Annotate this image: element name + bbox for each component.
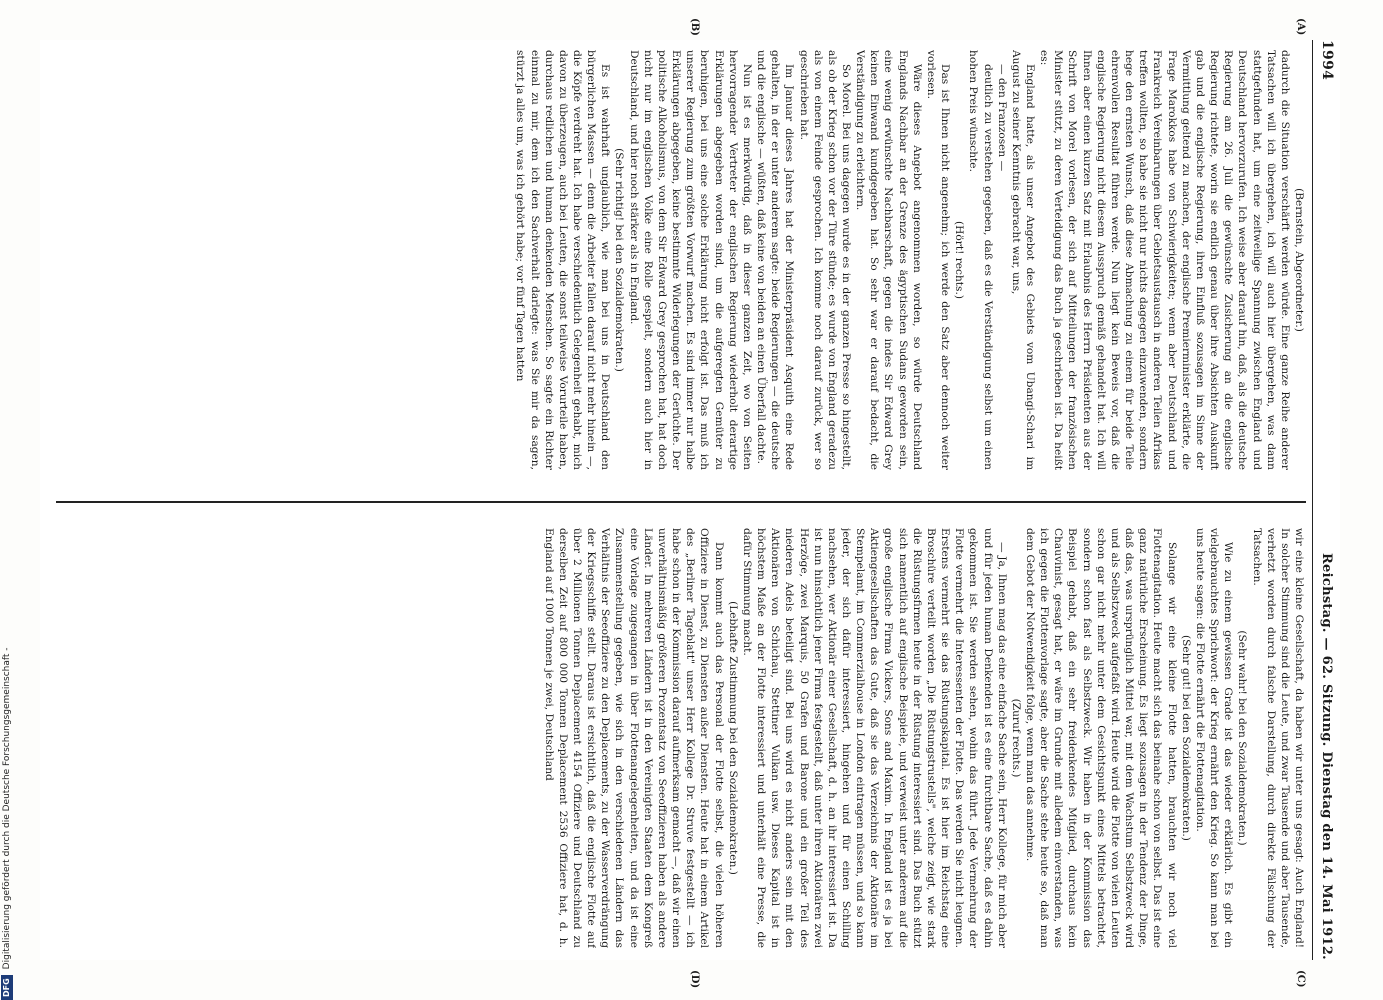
margin-marker-b: (B) [689, 18, 700, 36]
dfg-logo-icon: DFG [1, 975, 13, 1000]
digitization-footer [0, 0, 14, 1000]
quote: England hatte, als unser Angebot des Gebiets vom Ubangi-Schari im August zu seiner Kenntnis gebracht war, uns, [1009, 50, 1037, 470]
paragraph: — Ja, Ihnen mag das eine einfache Sache sein, Herr Kollege, für mich aber und für jeden human Denkenden ist es eine furchtbare Sache, daß es dahin gekommen ist. Sie werden sehen, wohin das führt. Jede Vermehrung der Flotte vermehrt die Interessenten der Flotte. Das werden Sie nicht leugnen. Erstens vermehrt sie das Rüstungskapital. Es ist hier im Reichstag eine Broschüre verteilt worden „Die Rüstungstrustells", welche zeigt, wie stark die Rüstungsfirmen heute in der Rüstung interessiert sind. Das Buch stützt sich namentlich auf englische Beispiele, und verweist unter anderem auf die große englische Firma Vickers, Sons and Maxim. In England ist es ja bei Aktiengesellschaften das Gute, daß sie das Verzeichnis der Aktionäre im Stempelamt, im Commerzialhouse in London eintragen müssen, und so kann jeder, der sich dafür interessiert, hingehen und für einen Schilling nachsehen, wer Aktionär einer Gesellschaft, d. h. an ihr interessiert ist. Da ist nun hinsichtlich jener Firma festgestellt, daß unter ihren Aktionären zwei Herzöge, zwei Marquis, 50 Grafen und Barone und ein großer Teil des niederen Adels beteiligt sind. Bei uns wird es nicht anders sein mit den Aktionären von Schichau, Stettiner Vulkan usw. Dieses Kapital ist in höchstem Maße an der Flotte interessiert und unterhält eine Presse, die dafür Stimmung macht. [740, 528, 1008, 948]
paragraph: Nun ist es merkwürdig, daß in dieser ganzen Zeit, wo von Seiten hervorragender Vertreter der englischen Regierung wiederholt derartige Erklärungen abgegeben worden sind, um die aufgeregten Gemüter zu beruhigen, bei uns eine solche Erklärung nicht erfolgt ist. Das muß ich unserer Regierung zum größten Vorwurf machen. Es sind immer nur halbe Erklärungen abgegeben, keine bestimmte Widerlegungen der Gerüchte. Der politische Alkoholismus, von dem Sir Edward Grey gesprochen hat, hat doch nicht nur im englischen Volke eine Rolle gespielt, sondern auch hier in Deutschland, und hier noch stärker als in England. [627, 50, 753, 470]
paragraph: Das ist Ihnen nicht angenehm; ich werde den Satz aber dennoch weiter vorlesen. [924, 50, 952, 470]
left-column [56, 50, 1306, 470]
quote-aside: — den Franzosen — [995, 64, 1008, 172]
paragraph: Es ist wahrhaft unglaublich, wie man bei uns in Deutschland den bürgerlichen Massen — denn die Arbeiter fallen darauf nicht mehr hinein —, die Köpfe verdreht hat. Ich habe verschiedentlich Gelegenheit gehabt, mich davon zu überzeugen, auch bei Leuten, die sonst teilweise Vorurteile haben, durchaus redlichen und human denkenden Menschen. So sagte ein Richter einmal zu mir, dem ich den Sachverhalt darlegte: was Sie mir da sagen, stürzt ja alles um, was ich gehört habe; vor fünf Tagen hatten [514, 50, 612, 470]
interjection: (Lebhafte Zustimmung bei den Sozialdemokraten.) [726, 601, 739, 875]
right-column [56, 528, 1306, 948]
margin-marker-a: (A) [1295, 18, 1306, 36]
interjection: (Sehr gut! bei den Sozialdemokraten.) [1179, 635, 1192, 841]
column-divider [56, 501, 1306, 503]
paragraph: Dann kommt auch das Personal der Flotte selbst, die vielen höheren Offiziere in Dienst, zu Diensten außer Diensten. Heute hat in einem Artikel des „Berliner Tageblatt" unser Herr Kollege Dr. Struve festgestellt — ich habe schon in der Kommission darauf aufmerksam gemacht —, daß wir einen unverhältnismäßig größeren Prozentsatz von Seeoffizieren haben als andere Länder. In mehreren Ländern ist in den Vereinigten Staaten dem Kongreß eine Vorlage zugegangen in über Flottenangelegenheiten, und da ist eine Zusammenstellung gegeben, wie sich in den verschiedenen Ländern das Verhältnis der Seeoffiziere zu den Deplacements, zu der Wasserverdrängung der Kriegsschiffe stellt. Daraus ist ersichtlich, daß die englische Flotte auf über 2 Millionen Tonnen Deplacement 4154 Offiziere und Deutschland zu derselben Zeit auf 800 000 Tonnen Deplacement 2536 Offiziere hat, d. h. England auf 1000 Tonnen je zwei, Deutschland [542, 528, 725, 948]
speaker-line: (Bernstein, Abgeordneter.) [1293, 188, 1305, 332]
interjection: (Sehr wahr! bei den Sozialdemokraten.) [1236, 630, 1249, 846]
interjection: (Sehr richtig! bei den Sozialdemokraten.) [613, 148, 626, 372]
paragraph: wir eine kleine Gesellschaft, da haben wir unter uns gesagt: Auch England! In solcher Stimmung sind die Leute, und zwar Tausende und aber Tausende, verhetzt worden durch falsche Darstellung, durch direkte Fälschung der Tatsachen. [1250, 528, 1305, 948]
header-title: Reichstag. — 62. Sitzung. Dienstag den 14. Mai 1912. [1319, 552, 1335, 960]
page-header [1314, 40, 1340, 960]
footer-text: Digitalisierung gefördert durch die Deutsche Forschungsgemeinschaft - [2, 647, 12, 970]
interjection: (Hört! rechts.) [953, 221, 966, 299]
paragraph: Wie zu einem gewissen Grade ist das wieder erklärlich. Es gibt ein vielgebrauchtes Sprichwort: der Krieg ernährt den Krieg. So kann man bei uns heute sagen: die Flotte ernährt die Flottenagitation. [1193, 528, 1235, 948]
rotated-page-content [40, 18, 1340, 989]
margin-marker-d: (D) [689, 970, 700, 989]
quote: Wäre dieses Angebot angenommen worden, so würde Deutschland Englands Nachbar an der Grenze des ägyptischen Sudans geworden sein, eine wenig erwünschte Nachbarschaft, gegen die indes Sir Edward Grey keinen Einwand kundgegeben hat. So sehr war er darauf bedacht, die Verständigung zu erleichtern. [854, 50, 923, 470]
header-rule [1312, 40, 1313, 960]
quote: deutlich zu verstehen gegeben, daß es die Verständigung selbst um einen hohen Preis wünschte. [967, 50, 994, 470]
interjection: (Zuruf rechts.) [1009, 698, 1022, 778]
page-number: 1994 [1319, 40, 1335, 81]
paragraph: Im Januar dieses Jahres hat der Ministerpräsident Asquith eine Rede gehalten, in der er unter anderem sagte: beide Regierungen — die deutsche und die englische — wüßten, daß keine von beiden an einen Überfall dachte. [755, 50, 796, 470]
paragraph: dadurch die Situation verschärft werden würde. Eine ganze Reihe anderer Tatsachen will ich übergehen, ich will auch hier übergehen, was dann stattgefunden hat, um eine zeitweilige Spannung zwischen England und Deutschland hervorzurufen. Ich weise aber darauf hin, daß, als die deutsche Regierung am 26. Juli die gewünschte Zusicherung an die englische Regierung richtete, worin sie endlich genau über ihre Absichten Auskunft gab und die englische Regierung, ihren Einfluß sozusagen im Sinne der Vermittlung geltend zu machen, der englische Premierminister erklärte, die Frage Marokkos habe von Schwierigkeiten; wenn aber Deutschland und Frankreich Vereinbarungen über Gebietsaustausch in anderen Teilen Afrikas treffen wollten, so habe sie nicht nur nichts dagegen einzuwenden, sondern hege den ernsten Wunsch, daß diese Abmachung zu einem für beide Teile ehrenvollen Resultat führen werde. Nun liegt kein Beweis vor, daß die englische Regierung nicht diesem Ausspruch gemäß gehandelt hat. Ich will Ihnen aber einen kurzen Satz mit Erlaubnis des Herrn Präsidenten aus der Schrift von Morel vorlesen, der sich auf Mitteilungen der französischen Minister stützt, zu deren Verteidigung das Buch ja geschrieben ist. Da heißt es: [1038, 50, 1291, 470]
paragraph: Solange wir eine kleine Flotte hatten, brauchten wir noch viel Flottenagitation. Heute macht sich das beinahe schon von selbst. Das ist eine ganz natürliche Erscheinung. Es liegt sozusagen in der Tendenz der Dinge, daß das, was ursprünglich Mittel war, mit dem Wachstum Selbstzweck wird und als Selbstzweck aufgefaßt wird. Heute wird die Flotte von vielen Leuten schon gar nicht mehr unter dem Gesichtspunkt eines Mittels betrachtet, sondern schon fast als Selbstzweck. Wir haben in der Kommission das Beispiel gehabt, daß ein sehr freidenkendes Mitglied, durchaus kein Chauvinist, gesagt hat, er wäre im Grunde mit alledem einverstanden, was ich gegen die Flottenvorlage sagte, aber die Sache stehe heute so, daß man dem Gebot der Notwendigkeit folge, wenn man das annehme. [1024, 528, 1178, 948]
margin-marker-c: (C) [1295, 970, 1306, 988]
paragraph: So Morel. Bei uns dagegen wurde es in der ganzen Presse so hingestellt, als ob der Krieg schon vor der Türe stünde; es wurde von England geradezu als von einem Feinde gesprochen. Ich komme noch darauf zurück, wer so geschrieben hat. [797, 50, 852, 470]
